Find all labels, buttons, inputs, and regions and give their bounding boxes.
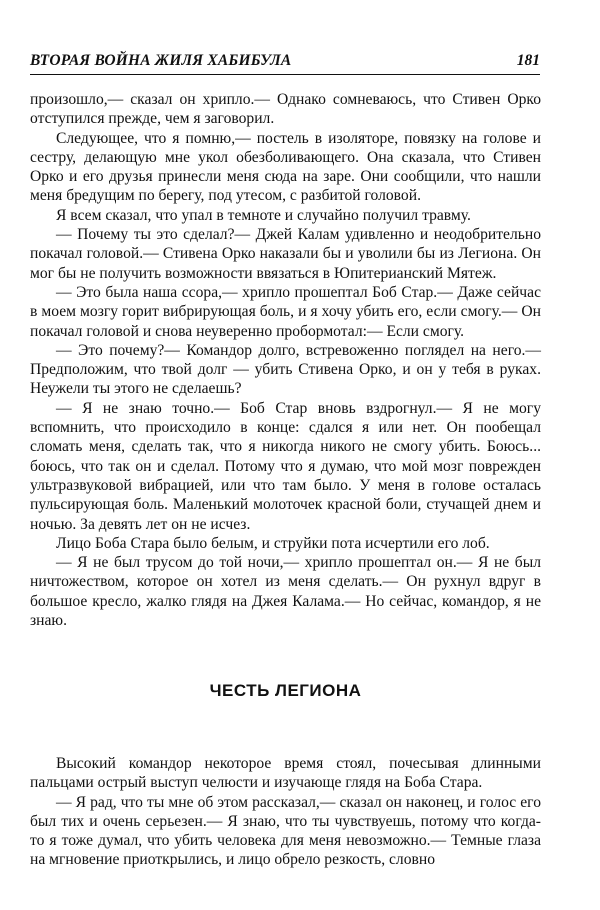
chapter-body-text (30, 754, 541, 870)
paragraph: — Это была наша ссора,— хрипло прошептал Боб Стар.— Даже сейчас в моем мозгу горит вибрирующая боль, и я хочу убить его, если смогу.— Он покачал головой и снова неуверенно пробормотал:— Если смогу. (30, 283, 541, 340)
paragraph: Следующее, что я помню,— постель в изоляторе, повязку на голове и сестру, делающую мне укол обезболивающего. Она сказала, что Стивен Орко и его друзья принесли меня сюда на заре. Они сообщили, что нашли меня бредущим по берегу, под утесом, с разбитой головой. (30, 129, 541, 205)
paragraph: произошло,— сказал он хрипло.— Однако сомневаюсь, что Стивен Орко отступился прежде, чем я заговорил. (30, 91, 541, 128)
paragraph: — Это почему?— Командор долго, встревоженно поглядел на него.— Предположим, что твой долг — убить Стивена Орко, и он у тебя в руках. Неужели ты этого не сделаешь? (30, 341, 541, 398)
paragraph: Высокий командор некоторое время стоял, почесывая длинными пальцами острый выступ челюсти и изучающе глядя на Боба Стара. (30, 755, 541, 792)
paragraph: Лицо Боба Стара было белым, и струйки пота исчертили его лоб. (56, 534, 490, 552)
paragraph: Я всем сказал, что упал в темноте и случайно получил травму. (56, 206, 471, 224)
paragraph: — Я не знаю точно.— Боб Стар вновь вздрогнул.— Я не могу вспомнить, что происходило в конце: сдался я или нет. Он пообещал сломать меня, сделать так, что я никогда никого не смогу убить. Боюсь... боюсь, что так он и сделал. Потому что я думаю, что мой мозг поврежден ультразвуковой вибрацией, или что там было. У меня в голове осталась пульсирующая боль. Маленький молоточек красной боли, стучащей днем и ночью. За девять лет он не исчез. (30, 399, 541, 533)
running-header (30, 52, 540, 75)
body-text (30, 90, 541, 630)
page-number: 181 (516, 52, 540, 69)
chapter-title: ЧЕСТЬ ЛЕГИОНА (209, 681, 362, 700)
paragraph: — Почему ты это сделал?— Джей Калам удивленно и неодобрительно покачал головой.— Стивена Орко наказали бы и уволили бы из Легиона. Он мог бы не получить возможности ввязаться в Юпитерианский Мятеж. (30, 226, 541, 282)
running-title: ВТОРАЯ ВОЙНА ЖИЛЯ ХАБИБУЛА (30, 52, 292, 69)
paragraph: — Я рад, что ты мне об этом рассказал,— сказал он наконец, и голос его был тих и очень серьезен.— Я знаю, что ты чувствуешь, потому что когда-то я тоже думал, что убить человека для меня невозможно.— Темные глаза на мгновение приоткрылись, и лицо обрело резкость, словно (30, 793, 541, 869)
paragraph: — Я не был трусом до той ночи,— хрипло прошептал он.— Я не был ничтожеством, которое он хотел из меня сделать.— Он рухнул вдруг в большое кресло, жалко глядя на Джея Калама.— Но сейчас, командор, я не знаю. (30, 554, 541, 630)
